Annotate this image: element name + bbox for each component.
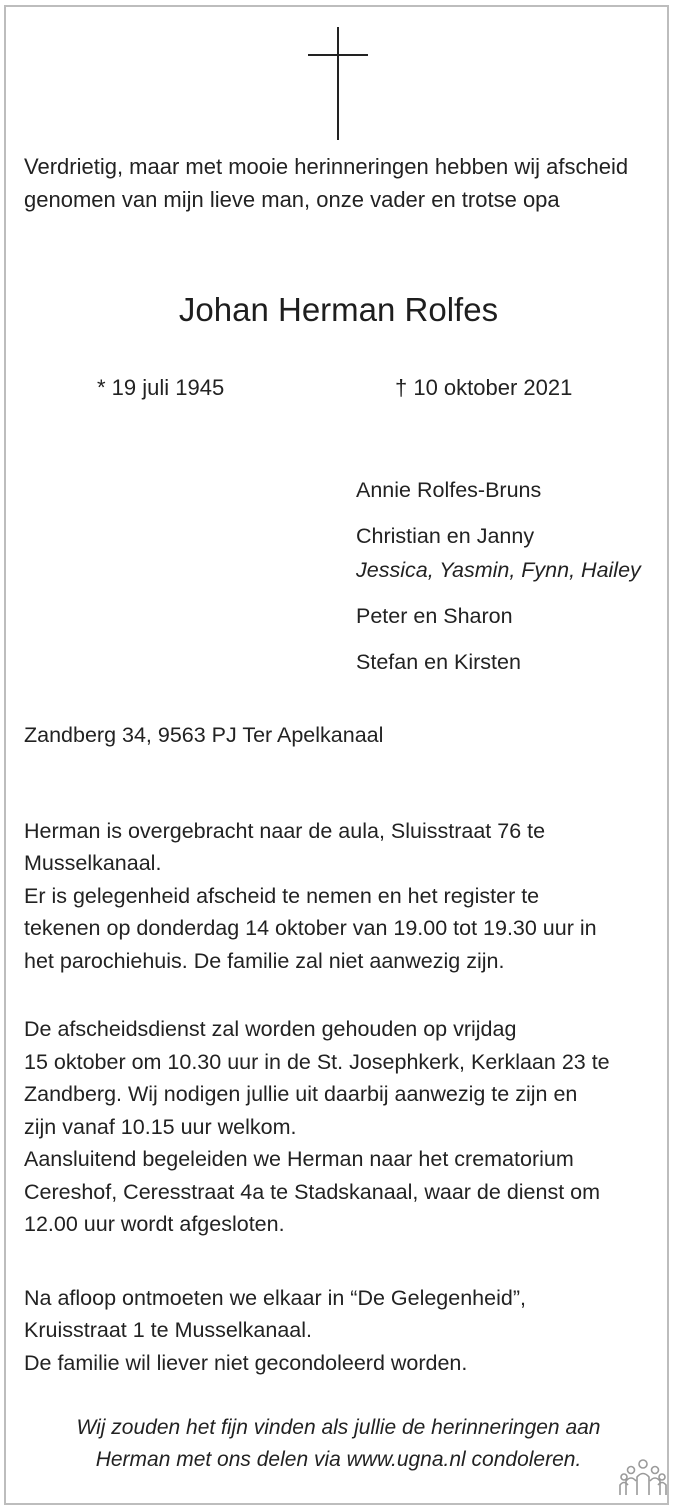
cross-icon bbox=[308, 27, 368, 140]
paragraph-2-line-5: Aansluitend begeleiden we Herman naar het crematorium bbox=[24, 1147, 574, 1171]
paragraph-1-line-1: Herman is overgebracht naar de aula, Sluisstraat 76 te bbox=[24, 819, 546, 843]
death-date: † 10 oktober 2021 bbox=[395, 375, 573, 400]
family-child-1: Christian en Janny bbox=[356, 524, 535, 548]
announcement-frame bbox=[4, 5, 669, 1505]
closing-line-2: Herman met ons delen via www.ugna.nl condoleren. bbox=[95, 1448, 582, 1471]
family-grandchildren: Jessica, Yasmin, Fynn, Hailey bbox=[356, 558, 641, 582]
paragraph-3-line-2: Kruisstraat 1 te Musselkanaal. bbox=[24, 1318, 312, 1342]
paragraph-1-line-3: Er is gelegenheid afscheid te nemen en het register te bbox=[24, 884, 540, 908]
paragraph-1-line-2: Musselkanaal. bbox=[24, 851, 162, 875]
paragraph-3-line-1: Na afloop ontmoeten we elkaar in “De Gelegenheid”, bbox=[24, 1286, 526, 1310]
intro-line-1: Verdrietig, maar met mooie herinneringen hebben wij afscheid bbox=[24, 154, 629, 179]
paragraph-2-line-3: Zandberg. Wij nodigen jullie uit daarbij aanwezig te zijn en bbox=[24, 1082, 578, 1106]
paragraph-2-line-4: zijn vanaf 10.15 uur welkom. bbox=[24, 1115, 297, 1139]
paragraph-1-line-4: tekenen op donderdag 14 oktober van 19.00 tot 19.30 uur in bbox=[24, 916, 597, 940]
paragraph-2-line-6: Cereshof, Ceresstraat 4a te Stadskanaal, waar de dienst om bbox=[24, 1180, 601, 1204]
paragraph-1-line-5: het parochiehuis. De familie zal niet aanwezig zijn. bbox=[24, 949, 505, 973]
address: Zandberg 34, 9563 PJ Ter Apelkanaal bbox=[24, 723, 384, 747]
people-group-icon bbox=[619, 1457, 667, 1499]
intro-line-2: genomen van mijn lieve man, onze vader en trotse opa bbox=[24, 187, 560, 212]
paragraph-2-line-2: 15 oktober om 10.30 uur in de St. Josephkerk, Kerklaan 23 te bbox=[24, 1050, 610, 1074]
paragraph-3-line-3: De familie wil liever niet gecondoleerd worden. bbox=[24, 1351, 468, 1375]
paragraph-2-line-1: De afscheidsdienst zal worden gehouden op vrijdag bbox=[24, 1017, 517, 1041]
family-child-2: Peter en Sharon bbox=[356, 604, 513, 628]
paragraph-2-line-7: 12.00 uur wordt afgesloten. bbox=[24, 1212, 285, 1236]
family-spouse: Annie Rolfes-Bruns bbox=[356, 478, 542, 502]
deceased-name: Johan Herman Rolfes bbox=[178, 291, 499, 328]
closing-line-1: Wij zouden het fijn vinden als jullie de herinneringen aan bbox=[76, 1416, 601, 1439]
family-child-3: Stefan en Kirsten bbox=[356, 650, 521, 674]
birth-date: * 19 juli 1945 bbox=[97, 375, 225, 400]
